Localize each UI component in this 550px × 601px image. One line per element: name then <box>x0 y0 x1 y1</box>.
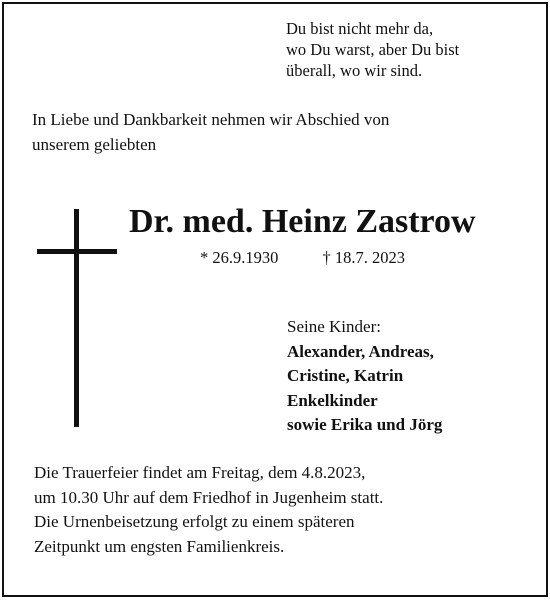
intro-line: In Liebe und Dankbarkeit nehmen wir Abschied von <box>32 110 390 129</box>
ceremony-line: Die Urnenbeisetzung erfolgt zu einem späteren <box>34 512 355 531</box>
intro-text <box>32 107 532 157</box>
cross-icon <box>37 209 117 427</box>
family-label: Seine Kinder: <box>287 317 381 336</box>
family-member: Alexander, Andreas, <box>287 341 434 361</box>
ceremony-info <box>34 461 383 559</box>
ceremony-line: Die Trauerfeier findet am Freitag, dem 4.8.2023, <box>34 463 366 482</box>
deceased-name: Dr. med. Heinz Zastrow <box>129 203 476 240</box>
ceremony-line: um 10.30 Uhr auf dem Friedhof in Jugenheim statt. <box>34 487 384 507</box>
poem <box>286 18 459 81</box>
birth-date: * 26.9.1930 <box>200 248 279 267</box>
poem-line: Du bist nicht mehr da, <box>286 19 434 38</box>
obituary-notice <box>2 2 548 597</box>
family-member: Enkelkinder <box>287 390 378 410</box>
life-dates <box>200 247 405 269</box>
ceremony-line: Zeitpunkt um engsten Familienkreis. <box>34 536 285 556</box>
poem-line: wo Du warst, aber Du bist <box>286 40 460 59</box>
intro-line: unserem geliebten <box>32 135 157 154</box>
family-member: sowie Erika und Jörg <box>287 415 443 434</box>
family-list <box>287 315 442 438</box>
cross-vertical-bar <box>74 209 79 427</box>
family-member: Cristine, Katrin <box>287 366 404 385</box>
poem-line: überall, wo wir sind. <box>286 61 423 80</box>
cross-horizontal-bar <box>37 249 117 254</box>
death-date: † 18.7. 2023 <box>322 248 405 267</box>
